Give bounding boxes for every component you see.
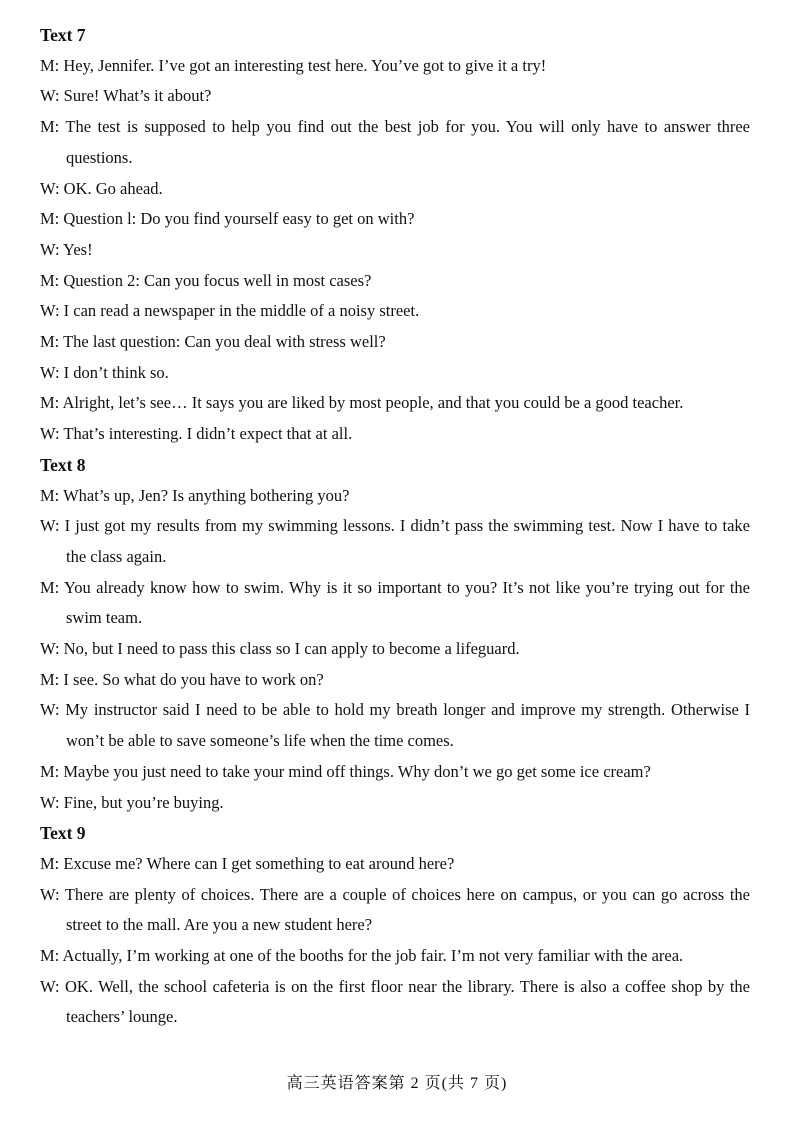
dialogue-line: W: There are plenty of choices. There are a couple of choices here on campus, or you can go across the street to the mall. Are you a new student here? bbox=[40, 884, 750, 935]
dialogue-line: M: You already know how to swim. Why is it so important to you? It’s not like you’re trying out for the swim team. bbox=[40, 577, 750, 628]
dialogue-line: W: That’s interesting. I didn’t expect that at all. bbox=[40, 424, 353, 444]
section-text-7 bbox=[40, 20, 750, 450]
section-heading: Text 8 bbox=[40, 454, 86, 475]
section-heading: Text 7 bbox=[40, 25, 86, 45]
dialogue-line: W: OK. Well, the school cafeteria is on the first floor near the library. There is also a coffee shop by the teachers’ lounge. bbox=[40, 976, 750, 1027]
dialogue-line: W: My instructor said I need to be able to hold my breath longer and improve my strength. Otherwise I won’t be able to save someone’s life when the time comes. bbox=[40, 700, 750, 751]
section-heading: Text 9 bbox=[40, 823, 86, 844]
dialogue-line: M: I see. So what do you have to work on? bbox=[40, 669, 324, 689]
dialogue-line: W: I don’t think so. bbox=[40, 362, 169, 382]
dialogue-line: W: Fine, but you’re buying. bbox=[40, 792, 224, 812]
dialogue-line: M: Question l: Do you find yourself easy to get on with? bbox=[40, 209, 415, 229]
section-text-9 bbox=[40, 818, 750, 1033]
dialogue-line: M: The last question: Can you deal with stress well? bbox=[40, 332, 386, 352]
dialogue-line: M: Maybe you just need to take your mind off things. Why don’t we go get some ice cream? bbox=[40, 761, 651, 781]
dialogue-line: M: Hey, Jennifer. I’ve got an interesting test here. You’ve got to give it a try! bbox=[40, 55, 547, 75]
dialogue-line: M: Actually, I’m working at one of the booths for the job fair. I’m not very familiar with the area. bbox=[40, 946, 684, 966]
dialogue-line: W: Sure! What’s it about? bbox=[40, 86, 212, 106]
dialogue-line: M: What’s up, Jen? Is anything bothering you? bbox=[40, 485, 350, 505]
dialogue-line: W: No, but I need to pass this class so I can apply to become a lifeguard. bbox=[40, 639, 520, 659]
dialogue-line: M: Question 2: Can you focus well in most cases? bbox=[40, 270, 372, 290]
section-text-8 bbox=[40, 450, 750, 818]
dialogue-line: M: Alright, let’s see… It says you are liked by most people, and that you could be a good teacher. bbox=[40, 393, 684, 413]
page-footer: 高三英语答案第 2 页(共 7 页) bbox=[286, 1075, 508, 1092]
dialogue-line: W: Yes! bbox=[40, 239, 93, 259]
dialogue-line: W: I can read a newspaper in the middle of a noisy street. bbox=[40, 301, 420, 321]
dialogue-line: W: OK. Go ahead. bbox=[40, 178, 163, 198]
dialogue-line: M: The test is supposed to help you find out the best job for you. You will only have to answer three questions. bbox=[40, 117, 750, 167]
transcript-body bbox=[40, 20, 750, 1033]
dialogue-line: W: I just got my results from my swimming lessons. I didn’t pass the swimming test. Now I have to take the class again. bbox=[40, 516, 750, 566]
dialogue-line: M: Excuse me? Where can I get something to eat around here? bbox=[40, 853, 455, 873]
